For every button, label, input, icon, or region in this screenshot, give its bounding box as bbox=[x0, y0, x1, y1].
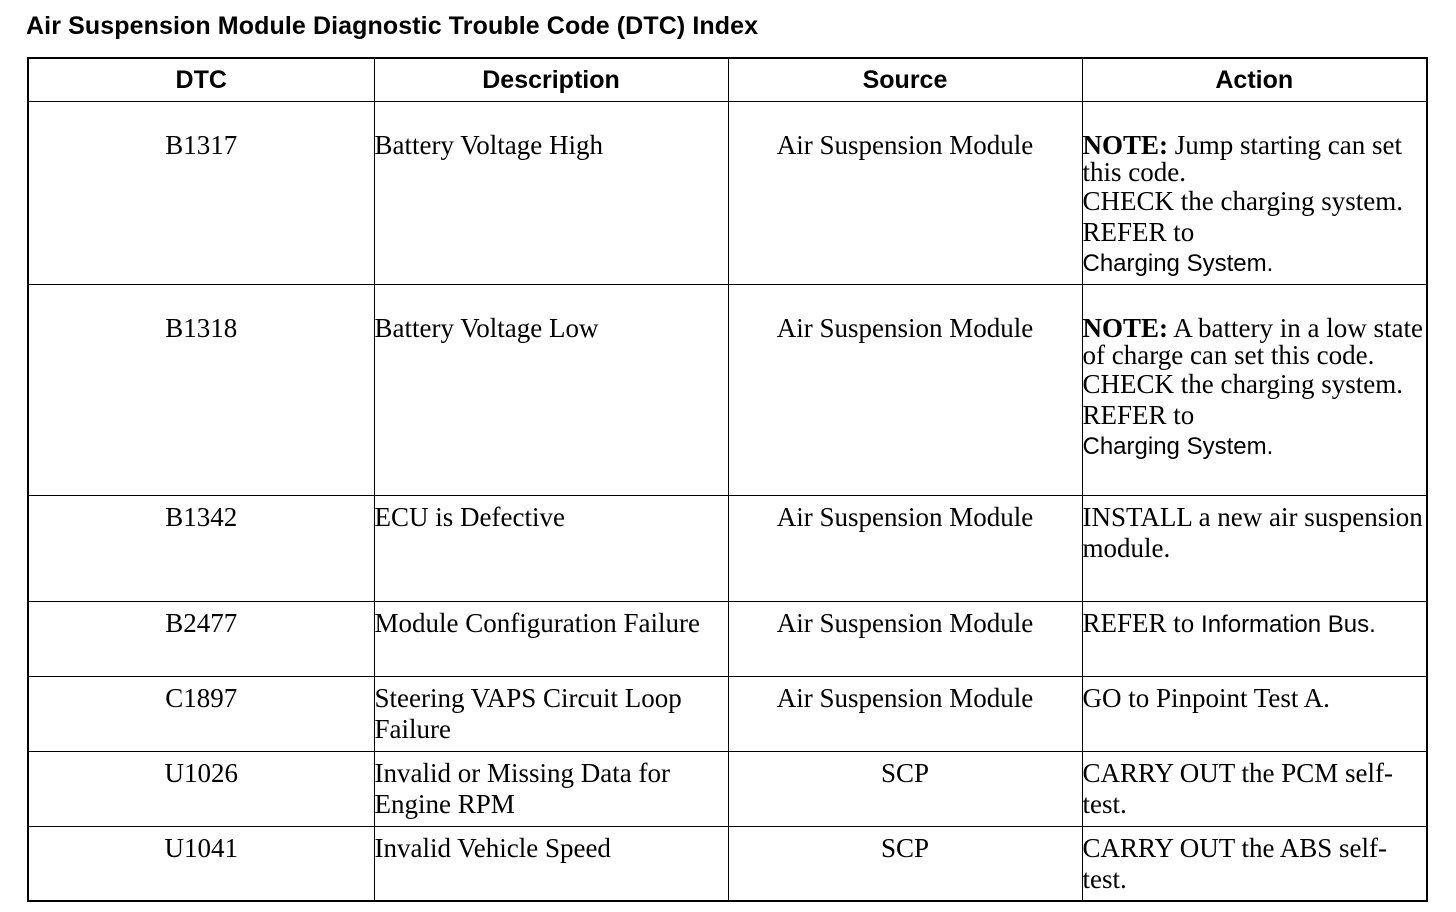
header-dtc: DTC bbox=[28, 58, 374, 101]
dtc-code: B2477 bbox=[28, 601, 374, 676]
dtc-source: Air Suspension Module bbox=[728, 676, 1082, 751]
dtc-code: U1026 bbox=[28, 751, 374, 826]
table-header-row bbox=[28, 58, 1427, 101]
note-text: Jump starting can set this code. bbox=[1082, 129, 1402, 187]
table-row bbox=[28, 676, 1427, 751]
table-row bbox=[28, 826, 1427, 901]
dtc-description: ECU is Defective bbox=[374, 495, 728, 601]
dtc-code: C1897 bbox=[28, 676, 374, 751]
header-source: Source bbox=[728, 58, 1082, 101]
table-row bbox=[28, 751, 1427, 826]
dtc-source: Air Suspension Module bbox=[728, 101, 1082, 284]
table-row bbox=[28, 495, 1427, 601]
header-action: Action bbox=[1082, 58, 1427, 101]
action-reference: Charging System. bbox=[1082, 249, 1274, 277]
dtc-description: Module Configuration Failure bbox=[374, 601, 728, 676]
table-row bbox=[28, 601, 1427, 676]
header-description: Description bbox=[374, 58, 728, 101]
dtc-code: B1317 bbox=[28, 101, 374, 284]
dtc-description: Steering VAPS Circuit Loop Failure bbox=[374, 676, 728, 751]
dtc-code: B1342 bbox=[28, 495, 374, 601]
dtc-action: CARRY OUT the ABS self-test. bbox=[1082, 826, 1427, 901]
note-text: A battery in a low state of charge can set this code. bbox=[1082, 312, 1423, 370]
action-note bbox=[1083, 313, 1427, 369]
dtc-action: CARRY OUT the PCM self-test. bbox=[1082, 751, 1427, 826]
dtc-description: Battery Voltage High bbox=[374, 101, 728, 284]
dtc-description: Battery Voltage Low bbox=[374, 284, 728, 495]
page-title: Air Suspension Module Diagnostic Trouble Code (DTC) Index bbox=[26, 12, 759, 40]
table-row bbox=[28, 284, 1427, 495]
dtc-index-table bbox=[27, 57, 1428, 902]
dtc-source: Air Suspension Module bbox=[728, 284, 1082, 495]
action-instruction: CHECK the charging system. REFER to bbox=[1082, 368, 1403, 430]
table-row bbox=[28, 101, 1427, 284]
note-label: NOTE: bbox=[1082, 129, 1169, 160]
dtc-code: B1318 bbox=[28, 284, 374, 495]
dtc-action bbox=[1082, 601, 1427, 676]
dtc-code: U1041 bbox=[28, 826, 374, 901]
dtc-action bbox=[1082, 284, 1427, 495]
dtc-action: INSTALL a new air suspension module. bbox=[1082, 495, 1427, 601]
dtc-source: SCP bbox=[728, 826, 1082, 901]
dtc-action bbox=[1082, 101, 1427, 284]
dtc-description: Invalid Vehicle Speed bbox=[374, 826, 728, 901]
dtc-source: Air Suspension Module bbox=[728, 601, 1082, 676]
dtc-source: SCP bbox=[728, 751, 1082, 826]
dtc-source: Air Suspension Module bbox=[728, 495, 1082, 601]
action-reference: Charging System. bbox=[1082, 432, 1274, 460]
action-note bbox=[1083, 130, 1427, 186]
action-instruction: CHECK the charging system. REFER to bbox=[1082, 185, 1403, 247]
dtc-action: GO to Pinpoint Test A. bbox=[1082, 676, 1427, 751]
action-text: REFER to bbox=[1082, 607, 1202, 638]
dtc-description: Invalid or Missing Data for Engine RPM bbox=[374, 751, 728, 826]
action-reference: Information Bus. bbox=[1201, 610, 1376, 638]
note-label: NOTE: bbox=[1082, 312, 1169, 343]
